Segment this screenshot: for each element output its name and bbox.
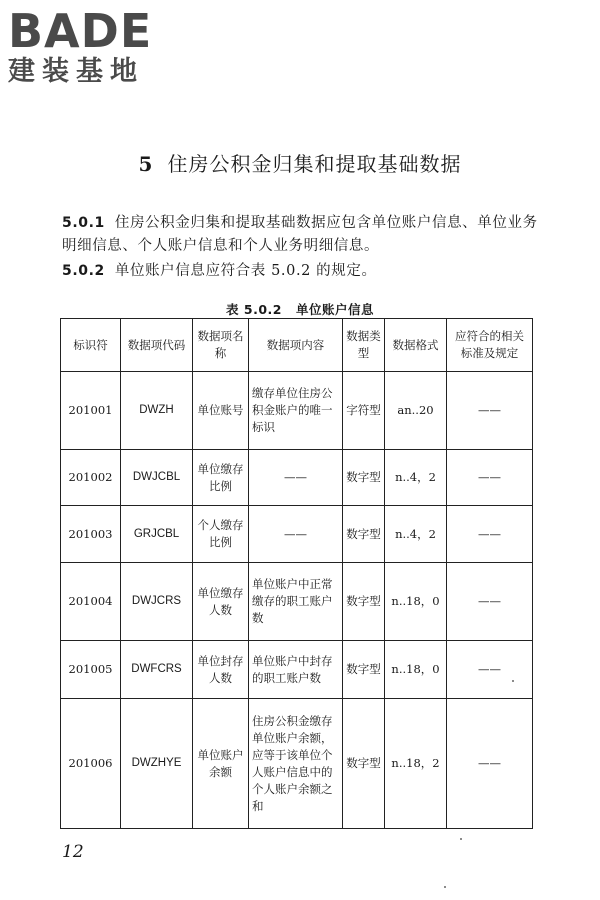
table-cell: 201005 (61, 641, 121, 699)
table-cell: DWJCBL (121, 450, 193, 506)
table-cell: —— (447, 372, 533, 450)
table-cell: 数字型 (343, 450, 385, 506)
unit-account-table (60, 318, 533, 829)
table-cell: —— (447, 641, 533, 699)
table-cell: 201002 (61, 450, 121, 506)
table-header-row (61, 319, 533, 372)
table-cell: 201004 (61, 563, 121, 641)
header-cell: 数据格式 (385, 319, 447, 372)
header-cell: 标识符 (61, 319, 121, 372)
header-cell: 数据项代码 (121, 319, 193, 372)
table-cell: GRJCBL (121, 506, 193, 563)
table-cell: n..4，2 (385, 450, 447, 506)
table-cell: 单位缴存比例 (193, 450, 249, 506)
table-cell: DWFCRS (121, 641, 193, 699)
table-cell: 字符型 (343, 372, 385, 450)
table-cell: 缴存单位住房公积金账户的唯一标识 (249, 372, 343, 450)
table-cell: an..20 (385, 372, 447, 450)
chapter-number: 5 (138, 152, 154, 176)
table-cell: n..18，0 (385, 641, 447, 699)
table-cell: 单位账号 (193, 372, 249, 450)
clause-number: 5.0.2 (62, 263, 105, 279)
table-cell: 201003 (61, 506, 121, 563)
logo-subtitle: 建装基地 (8, 56, 144, 87)
table-row (61, 699, 533, 829)
table-row (61, 506, 533, 563)
table-cell: 住房公积金缴存单位账户余额，应等于该单位个人账户信息中的个人账户余额之和 (249, 699, 343, 829)
table-cell: —— (249, 450, 343, 506)
scan-speck (512, 680, 514, 682)
clause-5-0-1 (62, 212, 552, 258)
clause-5-0-2 (62, 260, 552, 283)
table-cell: DWZH (121, 372, 193, 450)
table-cell: 数字型 (343, 699, 385, 829)
header-cell: 数据项内容 (249, 319, 343, 372)
table-cell: —— (447, 699, 533, 829)
table-caption-title: 单位账户信息 (295, 302, 374, 317)
table-cell: 数字型 (343, 506, 385, 563)
table-row (61, 563, 533, 641)
page-number: 12 (62, 842, 84, 862)
table-cell: 数字型 (343, 563, 385, 641)
clause-number: 5.0.1 (62, 215, 105, 231)
table-cell: 单位账户余额 (193, 699, 249, 829)
header-cell: 数据类型 (343, 319, 385, 372)
logo-wordmark: BADE (8, 4, 153, 58)
table-cell: —— (447, 450, 533, 506)
table-row (61, 641, 533, 699)
table-cell: —— (447, 563, 533, 641)
chapter-title: 住房公积金归集和提取基础数据 (167, 152, 462, 176)
table-cell: n..18，0 (385, 563, 447, 641)
table-cell: 单位缴存人数 (193, 563, 249, 641)
table-cell: 单位账户中正常缴存的职工账户数 (249, 563, 343, 641)
clause-text: 住房公积金归集和提取基础数据应包含单位账户信息、单位业务明细信息、个人账户信息和个人业务明细信息。 (62, 215, 538, 254)
bade-logo (8, 6, 152, 88)
table-cell: —— (447, 506, 533, 563)
table-caption (0, 300, 600, 318)
scan-speck (460, 838, 462, 840)
header-cell: 应符合的相关标准及规定 (447, 319, 533, 372)
table-cell: 个人缴存比例 (193, 506, 249, 563)
table-cell: 201001 (61, 372, 121, 450)
table-cell: 201006 (61, 699, 121, 829)
chapter-heading (0, 148, 600, 177)
table-row (61, 450, 533, 506)
table-cell: 数字型 (343, 641, 385, 699)
scan-speck (444, 886, 446, 888)
table-cell: 单位封存人数 (193, 641, 249, 699)
table-cell: —— (249, 506, 343, 563)
table-caption-number: 表 5.0.2 (226, 302, 282, 317)
table-cell: n..4，2 (385, 506, 447, 563)
table-cell: 单位账户中封存的职工账户数 (249, 641, 343, 699)
table-cell: DWZHYE (121, 699, 193, 829)
header-cell: 数据项名称 (193, 319, 249, 372)
table-cell: n..18，2 (385, 699, 447, 829)
clause-text: 单位账户信息应符合表 5.0.2 的规定。 (114, 263, 377, 279)
table-cell: DWJCRS (121, 563, 193, 641)
table-row (61, 372, 533, 450)
